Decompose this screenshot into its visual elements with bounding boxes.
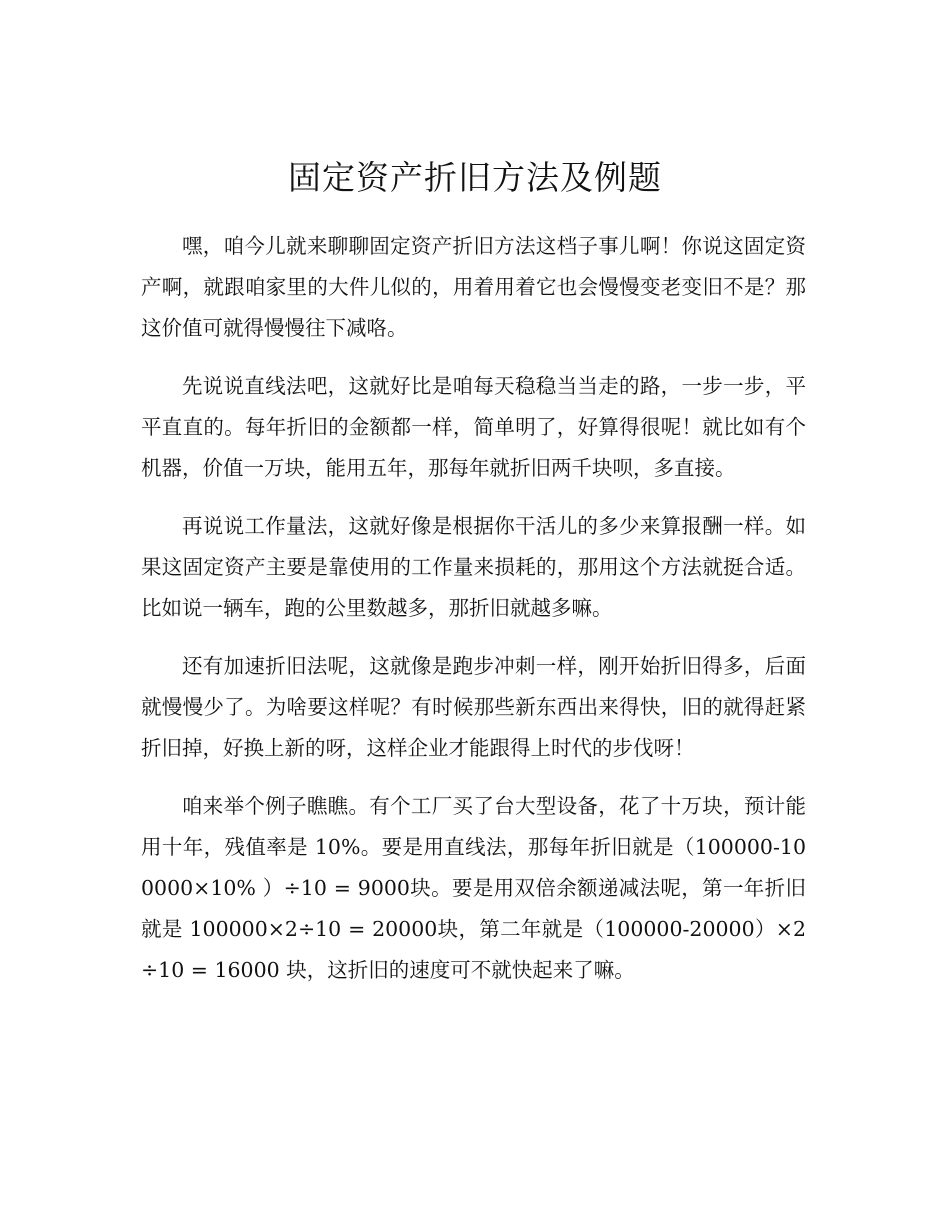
document-body	[141, 226, 806, 1008]
paragraph-straight-line-method: 先说说直线法吧，这就好比是咱每天稳稳当当走的路，一步一步，平平直直的。每年折旧的金额都一样，简单明了，好算得很呢！就比如有个机器，价值一万块，能用五年，那每年就折旧两千块呗，多直接。	[141, 374, 806, 480]
document-title: 固定资产折旧方法及例题	[288, 158, 662, 197]
paragraph-accelerated-depreciation: 还有加速折旧法呢，这就像是跑步冲刺一样，刚开始折旧得多，后面就慢慢少了。为啥要这样呢？有时候那些新东西出来得快，旧的就得赶紧折旧掉，好换上新的呀，这样企业才能跟得上时代的步伐呀！	[141, 654, 806, 760]
paragraph-intro: 嘿，咱今儿就来聊聊固定资产折旧方法这档子事儿啊！你说这固定资产啊，就跟咱家里的大件儿似的，用着用着它也会慢慢变老变旧不是？那这价值可就得慢慢往下减咯。	[141, 234, 806, 340]
paragraph-units-of-production-method: 再说说工作量法，这就好像是根据你干活儿的多少来算报酬一样。如果这固定资产主要是靠使用的工作量来损耗的，那用这个方法就挺合适。比如说一辆车，跑的公里数越多，那折旧就越多嘛。	[141, 514, 806, 620]
paragraph-example: 咱来举个例子瞧瞧。有个工厂买了台大型设备，花了十万块，预计能用十年，残值率是 10%。要是用直线法，那每年折旧就是（100000-100000×10% ）÷10 = 9000块。要是用双倍余额递减法呢，第一年折旧就是 100000×2÷10 = 20000块，第二年就是（100000-20000）×2÷10 = 16000 块，这折旧的速度可不就快起来了嘛。	[141, 794, 806, 982]
